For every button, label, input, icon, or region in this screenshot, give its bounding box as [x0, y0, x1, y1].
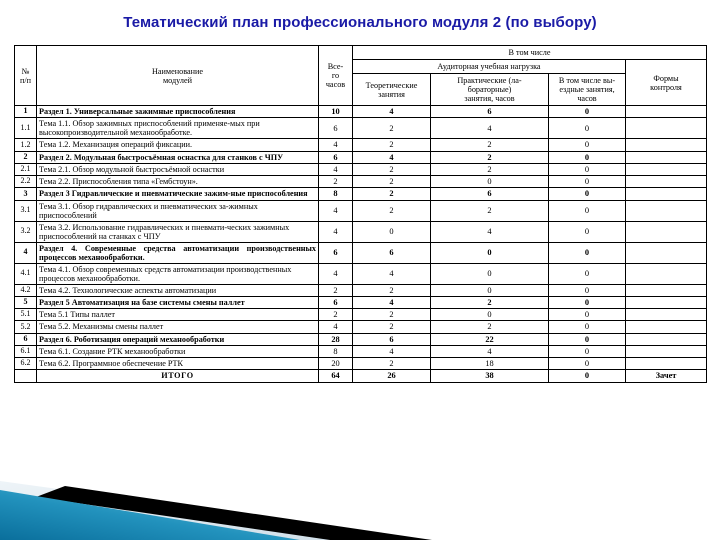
row-module-name: Раздел 6. Роботизация операций механообработки — [37, 333, 319, 345]
table-body — [15, 106, 707, 382]
header-included: В том числе — [353, 46, 707, 60]
row-total-hours: 20 — [319, 358, 353, 370]
row-theory-hours: 2 — [353, 176, 431, 188]
header-number-line2: п/п — [19, 75, 32, 85]
row-total-hours: 4 — [319, 221, 353, 242]
header-theory-line2: занятия — [378, 89, 405, 99]
row-control-form — [626, 309, 707, 321]
row-outside-hours: 0 — [549, 309, 626, 321]
row-practice-hours: 22 — [431, 333, 549, 345]
table-row — [15, 284, 707, 296]
row-control-form — [626, 106, 707, 118]
row-control-form — [626, 242, 707, 263]
row-number: 2 — [15, 151, 37, 163]
header-module-name — [37, 46, 319, 106]
total-control-form: Зачет — [626, 370, 707, 382]
row-practice-hours: 0 — [431, 176, 549, 188]
row-practice-hours: 6 — [431, 188, 549, 200]
row-practice-hours: 0 — [431, 263, 549, 284]
header-classroom-load: Аудиторная учебная нагрузка — [353, 60, 626, 74]
row-number: 5 — [15, 296, 37, 308]
table-row — [15, 321, 707, 333]
row-control-form — [626, 139, 707, 151]
row-number: 2.1 — [15, 163, 37, 175]
header-control-line1: Формы — [653, 73, 679, 83]
total-outside-hours: 0 — [549, 370, 626, 382]
row-module-name: Тема 2.2. Приспособления типа «Гембстоун». — [37, 176, 319, 188]
row-total-hours: 2 — [319, 176, 353, 188]
row-total-hours: 28 — [319, 333, 353, 345]
header-theory-line1: Теоретические — [365, 80, 418, 90]
row-total-hours: 6 — [319, 296, 353, 308]
row-number: 6.1 — [15, 345, 37, 357]
table-row — [15, 188, 707, 200]
table-header — [15, 46, 707, 106]
row-outside-hours: 0 — [549, 139, 626, 151]
row-outside-hours: 0 — [549, 106, 626, 118]
row-outside-hours: 0 — [549, 321, 626, 333]
total-practice-hours: 38 — [431, 370, 549, 382]
row-outside-hours: 0 — [549, 163, 626, 175]
row-practice-hours: 0 — [431, 242, 549, 263]
row-practice-hours: 4 — [431, 221, 549, 242]
table-row — [15, 345, 707, 357]
row-module-name: Тема 3.1. Обзор гидравлических и пневматических за-жимных приспособлений — [37, 200, 319, 221]
row-practice-hours: 2 — [431, 139, 549, 151]
row-total-hours: 8 — [319, 188, 353, 200]
row-practice-hours: 2 — [431, 163, 549, 175]
header-control-line2: контроля — [650, 82, 682, 92]
header-number — [15, 46, 37, 106]
row-total-hours: 6 — [319, 118, 353, 139]
row-number: 4 — [15, 242, 37, 263]
table-row — [15, 309, 707, 321]
slide-decoration — [0, 468, 720, 540]
row-module-name: Раздел 1. Универсальные зажимные приспособления — [37, 106, 319, 118]
table-row — [15, 242, 707, 263]
row-control-form — [626, 200, 707, 221]
table-total-row — [15, 370, 707, 382]
row-practice-hours: 0 — [431, 284, 549, 296]
row-outside-hours: 0 — [549, 151, 626, 163]
row-outside-hours: 0 — [549, 263, 626, 284]
row-module-name: Раздел 3 Гидравлические и пневматические зажим-ные приспособления — [37, 188, 319, 200]
row-number: 2.2 — [15, 176, 37, 188]
row-practice-hours: 2 — [431, 296, 549, 308]
row-theory-hours: 0 — [353, 221, 431, 242]
row-control-form — [626, 321, 707, 333]
table-row — [15, 151, 707, 163]
total-theory-hours: 26 — [353, 370, 431, 382]
table-row — [15, 163, 707, 175]
row-total-hours: 6 — [319, 242, 353, 263]
table-row — [15, 221, 707, 242]
row-module-name: Тема 4.1. Обзор современных средств автоматизации производственных процессов механообработки. — [37, 263, 319, 284]
row-practice-hours: 18 — [431, 358, 549, 370]
row-theory-hours: 2 — [353, 284, 431, 296]
row-number: 4.1 — [15, 263, 37, 284]
row-control-form — [626, 345, 707, 357]
row-number: 1.2 — [15, 139, 37, 151]
row-theory-hours: 2 — [353, 321, 431, 333]
row-theory-hours: 4 — [353, 296, 431, 308]
row-number: 4.2 — [15, 284, 37, 296]
row-control-form — [626, 333, 707, 345]
header-practice-line2: бораторные) — [467, 85, 512, 95]
row-number: 3.1 — [15, 200, 37, 221]
row-control-form — [626, 221, 707, 242]
row-outside-hours: 0 — [549, 221, 626, 242]
table-row — [15, 296, 707, 308]
row-practice-hours: 6 — [431, 106, 549, 118]
row-theory-hours: 2 — [353, 118, 431, 139]
row-theory-hours: 2 — [353, 309, 431, 321]
plan-table — [14, 45, 707, 383]
row-total-hours: 4 — [319, 139, 353, 151]
row-theory-hours: 2 — [353, 188, 431, 200]
row-number: 6 — [15, 333, 37, 345]
row-number: 5.1 — [15, 309, 37, 321]
row-module-name: Раздел 4. Современные средства автоматизации производственных процессов механообработки. — [37, 242, 319, 263]
row-module-name: Тема 2.1. Обзор модульной быстросъёмной оснастки — [37, 163, 319, 175]
row-practice-hours: 0 — [431, 309, 549, 321]
row-total-hours: 4 — [319, 163, 353, 175]
header-total-line2: го — [331, 71, 340, 81]
row-outside-hours: 0 — [549, 200, 626, 221]
row-number: 3 — [15, 188, 37, 200]
row-module-name: Тема 1.1. Обзор зажимных приспособлений применяе-мых при высокопроизводительной механообработке. — [37, 118, 319, 139]
row-module-name: Раздел 2. Модульная быстросъёмная оснастка для станков с ЧПУ — [37, 151, 319, 163]
row-practice-hours: 2 — [431, 200, 549, 221]
header-total-hours — [319, 46, 353, 106]
header-name-line2: модулей — [162, 75, 193, 85]
row-theory-hours: 2 — [353, 163, 431, 175]
decoration-graphic — [0, 468, 720, 540]
row-total-hours: 6 — [319, 151, 353, 163]
row-module-name: Тема 3.2. Использование гидравлических и пневмати-ческих зажимных приспособлений на станках с ЧПУ — [37, 221, 319, 242]
row-number: 5.2 — [15, 321, 37, 333]
row-theory-hours: 2 — [353, 358, 431, 370]
row-control-form — [626, 284, 707, 296]
row-total-hours: 2 — [319, 284, 353, 296]
total-hours: 64 — [319, 370, 353, 382]
row-outside-hours: 0 — [549, 176, 626, 188]
thematic-plan-table — [14, 45, 706, 383]
table-row — [15, 176, 707, 188]
row-number: 1.1 — [15, 118, 37, 139]
row-outside-hours: 0 — [549, 284, 626, 296]
row-practice-hours: 4 — [431, 345, 549, 357]
row-total-hours: 4 — [319, 263, 353, 284]
header-name-line1: Наименование — [151, 66, 203, 76]
row-practice-hours: 2 — [431, 321, 549, 333]
row-outside-hours: 0 — [549, 242, 626, 263]
table-row — [15, 333, 707, 345]
row-theory-hours: 6 — [353, 333, 431, 345]
row-total-hours: 8 — [319, 345, 353, 357]
row-practice-hours: 2 — [431, 151, 549, 163]
row-control-form — [626, 151, 707, 163]
header-outside-line3: часов — [577, 94, 597, 104]
row-theory-hours: 2 — [353, 200, 431, 221]
row-control-form — [626, 358, 707, 370]
table-row — [15, 118, 707, 139]
row-theory-hours: 4 — [353, 106, 431, 118]
row-module-name: Тема 5.2. Механизмы смены паллет — [37, 321, 319, 333]
table-row — [15, 263, 707, 284]
row-control-form — [626, 118, 707, 139]
row-control-form — [626, 263, 707, 284]
header-number-line1: № — [21, 66, 30, 76]
row-practice-hours: 4 — [431, 118, 549, 139]
row-theory-hours: 4 — [353, 151, 431, 163]
header-theory — [353, 74, 431, 106]
header-practice — [431, 74, 549, 106]
table-row — [15, 200, 707, 221]
row-total-hours: 4 — [319, 200, 353, 221]
table-row — [15, 358, 707, 370]
row-theory-hours: 4 — [353, 263, 431, 284]
header-total-line3: часов — [325, 80, 346, 90]
table-row — [15, 139, 707, 151]
total-label: ИТОГО — [37, 370, 319, 382]
row-module-name: Тема 1.2. Механизация операций фиксации. — [37, 139, 319, 151]
row-control-form — [626, 176, 707, 188]
row-outside-hours: 0 — [549, 345, 626, 357]
row-module-name: Раздел 5 Автоматизация на базе системы смены паллет — [37, 296, 319, 308]
row-outside-hours: 0 — [549, 118, 626, 139]
row-control-form — [626, 163, 707, 175]
header-practice-line3: занятия, часов — [464, 94, 515, 104]
row-module-name: Тема 5.1 Типы паллет — [37, 309, 319, 321]
header-control-forms — [626, 60, 707, 106]
row-outside-hours: 0 — [549, 333, 626, 345]
row-number: 3.2 — [15, 221, 37, 242]
header-outside-line1: В том числе вы- — [558, 76, 616, 86]
row-module-name: Тема 6.1. Создание РТК механообработки — [37, 345, 319, 357]
row-theory-hours: 6 — [353, 242, 431, 263]
table-row — [15, 106, 707, 118]
row-outside-hours: 0 — [549, 358, 626, 370]
row-outside-hours: 0 — [549, 188, 626, 200]
header-outside-line2: ездные занятия, — [559, 85, 615, 95]
header-practice-line1: Практические (ла- — [457, 76, 522, 86]
header-row-1 — [15, 46, 707, 60]
page-title: Тематический план профессионального модуля 2 (по выбору) — [123, 14, 597, 31]
row-theory-hours: 2 — [353, 139, 431, 151]
row-outside-hours: 0 — [549, 296, 626, 308]
header-total-line1: Все- — [327, 62, 344, 72]
total-number — [15, 370, 37, 382]
row-number: 1 — [15, 106, 37, 118]
row-control-form — [626, 188, 707, 200]
row-module-name: Тема 4.2. Технологические аспекты автоматизации — [37, 284, 319, 296]
row-total-hours: 10 — [319, 106, 353, 118]
row-total-hours: 2 — [319, 309, 353, 321]
row-number: 6.2 — [15, 358, 37, 370]
header-outside-lessons — [549, 74, 626, 106]
row-module-name: Тема 6.2. Программное обеспечение РТК — [37, 358, 319, 370]
row-theory-hours: 4 — [353, 345, 431, 357]
row-total-hours: 4 — [319, 321, 353, 333]
row-control-form — [626, 296, 707, 308]
